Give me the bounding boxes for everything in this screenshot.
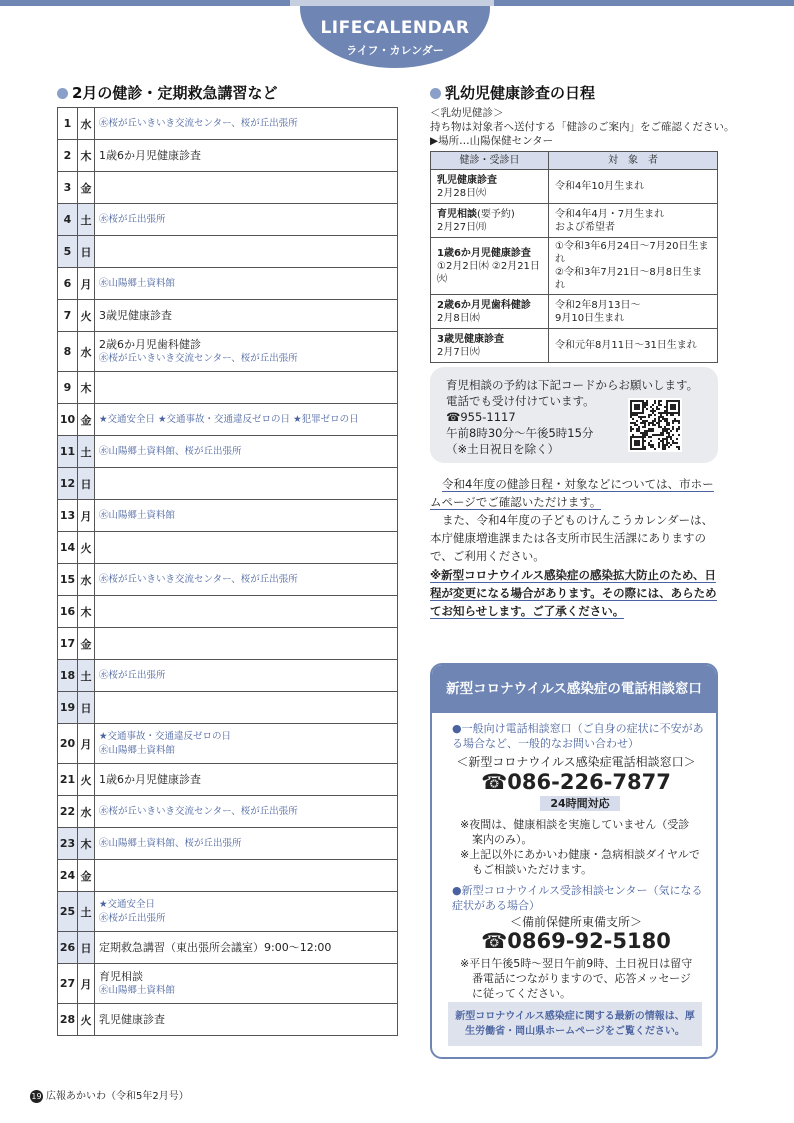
- calendar-weekday: 火: [78, 764, 95, 796]
- calendar-events: [95, 892, 398, 932]
- calendar-weekday: 月: [78, 500, 95, 532]
- calendar-weekday: 土: [78, 436, 95, 468]
- calendar-event: ㊌山陽郷土資料館、桜が丘出張所: [99, 837, 242, 849]
- infant-row: [431, 204, 718, 238]
- calendar-day: 3: [58, 172, 78, 204]
- general-consult-center: ＜新型コロナウイルス感染症電話相談窓口＞: [456, 755, 696, 769]
- calendar-events: [95, 796, 398, 828]
- latest-info-note: 新型コロナウイルス感染症に関する最新の情報は、厚生労働省・岡山県ホームページをご覧ください。: [448, 1002, 702, 1046]
- note-calendar: また、令和4年度の子どものけんこうカレンダーは、本庁健康増進課または各支所市民生活課にありますので、ご利用ください。: [430, 513, 714, 563]
- calendar-day: 20: [58, 724, 78, 764]
- calendar-weekday: 水: [78, 332, 95, 372]
- checkup-cell: [431, 238, 549, 295]
- bullet-icon: [57, 88, 68, 99]
- calendar-row: [58, 660, 398, 692]
- calendar-row: [58, 468, 398, 500]
- infant-row: [431, 238, 718, 295]
- calendar-event: 2歳6か月児歯科健診: [99, 337, 201, 351]
- calendar-row: [58, 828, 398, 860]
- calendar-day: 23: [58, 828, 78, 860]
- infant-row: [431, 170, 718, 204]
- calendar-event: ㊌桜が丘出張所: [99, 213, 166, 225]
- infant-row: [431, 329, 718, 363]
- calendar-row: [58, 1004, 398, 1036]
- checkup-note: (要予約): [477, 208, 515, 220]
- calendar-row: [58, 236, 398, 268]
- covid-phone-box: [430, 663, 718, 1059]
- calendar-row: [58, 932, 398, 964]
- calendar-event: 1歳6か月児健康診査: [99, 148, 201, 162]
- calendar-day: 19: [58, 692, 78, 724]
- calendar-events: [95, 1004, 398, 1036]
- calendar-weekday: 土: [78, 204, 95, 236]
- calendar-event: ㊌山陽郷土資料館: [99, 984, 176, 996]
- reservation-hours: 午前8時30分～午後5時15分: [446, 426, 594, 440]
- calendar-day: 16: [58, 596, 78, 628]
- checkup-cell: [431, 329, 549, 363]
- calendar-events: [95, 436, 398, 468]
- calendar-row: [58, 300, 398, 332]
- calendar-events: [95, 828, 398, 860]
- calendar-events: [95, 724, 398, 764]
- checkup-target: 令和4年10月生まれ: [549, 170, 718, 204]
- calendar-day: 13: [58, 500, 78, 532]
- reservation-exclusion: （※土日祝日を除く）: [446, 442, 560, 456]
- logo-subtitle: ライフ・カレンダー: [346, 44, 444, 57]
- calendar-event: ㊌桜が丘出張所: [99, 669, 166, 681]
- calendar-events: [95, 660, 398, 692]
- calendar-event: ㊌桜が丘いきいき交流センター、桜が丘出張所: [99, 352, 298, 364]
- reservation-line: 電話でも受け付けています。: [446, 394, 595, 408]
- calendar-event: 定期救急講習（東出張所会議室）9:00～12:00: [99, 940, 332, 954]
- reservation-phone: ☎955-1117: [446, 410, 516, 424]
- calendar-weekday: 土: [78, 660, 95, 692]
- calendar-day: 22: [58, 796, 78, 828]
- calendar-events: [95, 268, 398, 300]
- calendar-row: [58, 404, 398, 436]
- calendar-section-title: 2月の健診・定期救急講習など: [57, 82, 277, 103]
- infant-row: [431, 295, 718, 329]
- calendar-weekday: 木: [78, 596, 95, 628]
- calendar-events: [95, 532, 398, 564]
- calendar-event: ★交通事故・交通違反ゼロの日: [99, 730, 232, 742]
- calendar-events: [95, 172, 398, 204]
- checkup-date: 2月7日㈫: [437, 346, 480, 358]
- checkup-target: ①令和3年6月24日～7月20日生まれ ②令和3年7月21日～8月8日生まれ: [549, 238, 718, 295]
- checkup-name: 乳児健康診査: [437, 174, 497, 186]
- reservation-box: [430, 367, 718, 463]
- calendar-events: [95, 964, 398, 1004]
- calendar-day: 27: [58, 964, 78, 1004]
- calendar-row: [58, 692, 398, 724]
- checkup-date: ①2月2日㈭ ②2月21日㈫: [437, 260, 540, 285]
- calendar-event: ㊌桜が丘いきいき交流センター、桜が丘出張所: [99, 805, 298, 817]
- general-consult-heading: ●一般向け電話相談窓口（ご自身の症状に不安がある場合など、一般的なお問い合わせ）: [452, 722, 704, 750]
- calendar-weekday: 水: [78, 796, 95, 828]
- calendar-weekday: 土: [78, 892, 95, 932]
- calendar-row: [58, 204, 398, 236]
- hours-badge: 24時間対応: [540, 796, 620, 811]
- calendar-row: [58, 268, 398, 300]
- calendar-events: [95, 204, 398, 236]
- calendar-row: [58, 628, 398, 660]
- calendar-row: [58, 108, 398, 140]
- logo-text: LIFECALENDAR: [320, 18, 470, 38]
- header-logo-tab: [300, 6, 490, 68]
- calendar-weekday: 月: [78, 268, 95, 300]
- publication-name: 広報あかいわ（令和5年2月号）: [46, 1091, 189, 1102]
- calendar-weekday: 火: [78, 300, 95, 332]
- calendar-events: [95, 140, 398, 172]
- calendar-day: 12: [58, 468, 78, 500]
- calendar-weekday: 水: [78, 564, 95, 596]
- calendar-events: [95, 372, 398, 404]
- calendar-day: 4: [58, 204, 78, 236]
- col-header-date: 健診・受診日: [431, 152, 549, 170]
- calendar-row: [58, 172, 398, 204]
- note-covid: ※新型コロナウイルス感染症の感染拡大防止のため、日程が変更になる場合があります。その際には、あらためてお知らせします。ご了承ください。: [430, 568, 717, 618]
- checkup-date: 2月8日㈬: [437, 312, 480, 324]
- calendar-event: ㊌山陽郷土資料館: [99, 277, 176, 289]
- calendar-day: 8: [58, 332, 78, 372]
- checkup-target: 令和4年4月・7月生まれ および希望者: [549, 204, 718, 238]
- calendar-weekday: 金: [78, 172, 95, 204]
- calendar-weekday: 木: [78, 828, 95, 860]
- calendar-weekday: 月: [78, 724, 95, 764]
- calendar-row: [58, 532, 398, 564]
- phone-box-title: 新型コロナウイルス感染症の電話相談窓口: [432, 665, 716, 713]
- calendar-day: 28: [58, 1004, 78, 1036]
- calendar-day: 2: [58, 140, 78, 172]
- calendar-event: ㊌山陽郷土資料館: [99, 744, 176, 756]
- calendar-day: 14: [58, 532, 78, 564]
- checkup-name: 1歳6か月児健康診査: [437, 247, 531, 259]
- calendar-event: ㊌桜が丘出張所: [99, 912, 166, 924]
- calendar-event: ㊌桜が丘いきいき交流センター、桜が丘出張所: [99, 117, 298, 129]
- calendar-event: ★交通安全日 ★交通事故・交通違反ゼロの日 ★犯罪ゼロの日: [99, 413, 359, 425]
- calendar-events: [95, 300, 398, 332]
- calendar-event: 育児相談: [99, 969, 143, 983]
- calendar-weekday: 金: [78, 628, 95, 660]
- calendar-day: 10: [58, 404, 78, 436]
- calendar-row: [58, 436, 398, 468]
- calendar-events: [95, 628, 398, 660]
- calendar-day: 11: [58, 436, 78, 468]
- calendar-weekday: 火: [78, 532, 95, 564]
- calendar-events: [95, 692, 398, 724]
- calendar-events: [95, 404, 398, 436]
- calendar-event: 1歳6か月児健康診査: [99, 772, 201, 786]
- checkup-date: 2月27日㈪: [437, 221, 487, 233]
- calendar-event: 乳児健康診査: [99, 1012, 165, 1026]
- calendar-day: 25: [58, 892, 78, 932]
- calendar-row: [58, 332, 398, 372]
- calendar-row: [58, 500, 398, 532]
- calendar-day: 1: [58, 108, 78, 140]
- checkup-name: 2歳6か月児歯科健診: [437, 299, 531, 311]
- calendar-day: 15: [58, 564, 78, 596]
- calendar-day: 17: [58, 628, 78, 660]
- calendar-weekday: 金: [78, 404, 95, 436]
- infant-schedule-table: [430, 151, 718, 363]
- calendar-day: 7: [58, 300, 78, 332]
- calendar-weekday: 金: [78, 860, 95, 892]
- calendar-event: ★交通安全日: [99, 898, 156, 910]
- checkup-name: 3歳児健康診査: [437, 333, 504, 345]
- answering-note: ※平日午後5時～翌日午前9時、土日祝日は留守番電話につながりますので、応答メッセージに従ってください。: [460, 957, 693, 1000]
- infant-subheading: ＜乳幼児健診＞: [430, 107, 504, 119]
- calendar-row: [58, 596, 398, 628]
- calendar-day: 21: [58, 764, 78, 796]
- calendar-row: [58, 140, 398, 172]
- calendar-day: 24: [58, 860, 78, 892]
- calendar-row: [58, 964, 398, 1004]
- calendar-weekday: 水: [78, 108, 95, 140]
- checkup-target: 令和2年8月13日～ 9月10日生まれ: [549, 295, 718, 329]
- symptom-phone-number[interactable]: ☎0869-92-5180: [481, 929, 671, 953]
- calendar-events: [95, 500, 398, 532]
- calendar-table: [57, 107, 398, 1036]
- calendar-events: [95, 764, 398, 796]
- calendar-row: [58, 764, 398, 796]
- checkup-name: 育児相談(要予約): [437, 208, 515, 220]
- checkup-cell: [431, 170, 549, 204]
- calendar-weekday: 日: [78, 692, 95, 724]
- calendar-row: [58, 372, 398, 404]
- calendar-events: [95, 332, 398, 372]
- calendar-day: 6: [58, 268, 78, 300]
- calendar-events: [95, 564, 398, 596]
- calendar-row: [58, 724, 398, 764]
- checkup-date: 2月28日㈫: [437, 187, 487, 199]
- calendar-day: 26: [58, 932, 78, 964]
- calendar-day: 5: [58, 236, 78, 268]
- calendar-day: 18: [58, 660, 78, 692]
- qr-code-icon[interactable]: [628, 398, 682, 452]
- note-schedule: 令和4年度の健診日程・対象などについては、市ホームページでご確認いただけます。: [430, 477, 714, 509]
- infant-items-note: 持ち物は対象者へ送付する「健診のご案内」をご確認ください。: [430, 121, 735, 133]
- calendar-event: ㊌山陽郷土資料館、桜が丘出張所: [99, 445, 242, 457]
- calendar-events: [95, 860, 398, 892]
- checkup-target: 令和元年8月11日～31日生まれ: [549, 329, 718, 363]
- checkup-cell: [431, 204, 549, 238]
- calendar-row: [58, 796, 398, 828]
- infant-section-title: 乳幼児健康診査の日程: [430, 82, 595, 103]
- page-number: 19: [31, 1092, 42, 1101]
- reservation-line: 育児相談の予約は下記コードからお願いします。: [446, 378, 699, 392]
- symptom-consult-center: ＜備前保健所東備支所＞: [509, 915, 642, 929]
- infant-location: ▶場所…山陽保健センター: [430, 135, 554, 147]
- calendar-events: [95, 932, 398, 964]
- night-note: ※夜間は、健康相談を実施していません（受診案内のみ）。: [460, 818, 690, 846]
- calendar-events: [95, 108, 398, 140]
- symptom-consult-heading: ●新型コロナウイルス受診相談センター（気になる症状がある場合）: [452, 884, 703, 912]
- calendar-row: [58, 892, 398, 932]
- other-dial-note: ※上記以外にあかいわ健康・急病相談ダイヤルでもご相談いただけます。: [460, 848, 700, 876]
- calendar-event: ㊌桜が丘いきいき交流センター、桜が丘出張所: [99, 573, 298, 585]
- calendar-row: [58, 564, 398, 596]
- col-header-target: 対 象 者: [549, 152, 718, 170]
- calendar-day: 9: [58, 372, 78, 404]
- calendar-events: [95, 468, 398, 500]
- bullet-icon: [430, 88, 441, 99]
- calendar-weekday: 日: [78, 932, 95, 964]
- calendar-weekday: 木: [78, 372, 95, 404]
- checkup-cell: [431, 295, 549, 329]
- general-phone-number[interactable]: ☎086-226-7877: [481, 770, 671, 794]
- calendar-weekday: 火: [78, 1004, 95, 1036]
- calendar-weekday: 日: [78, 468, 95, 500]
- calendar-event: ㊌山陽郷土資料館: [99, 509, 176, 521]
- calendar-events: [95, 236, 398, 268]
- calendar-row: [58, 860, 398, 892]
- calendar-events: [95, 596, 398, 628]
- calendar-weekday: 日: [78, 236, 95, 268]
- calendar-weekday: 月: [78, 964, 95, 1004]
- calendar-event: 3歳児健康診査: [99, 308, 172, 322]
- calendar-weekday: 木: [78, 140, 95, 172]
- page-footer: [30, 1087, 189, 1103]
